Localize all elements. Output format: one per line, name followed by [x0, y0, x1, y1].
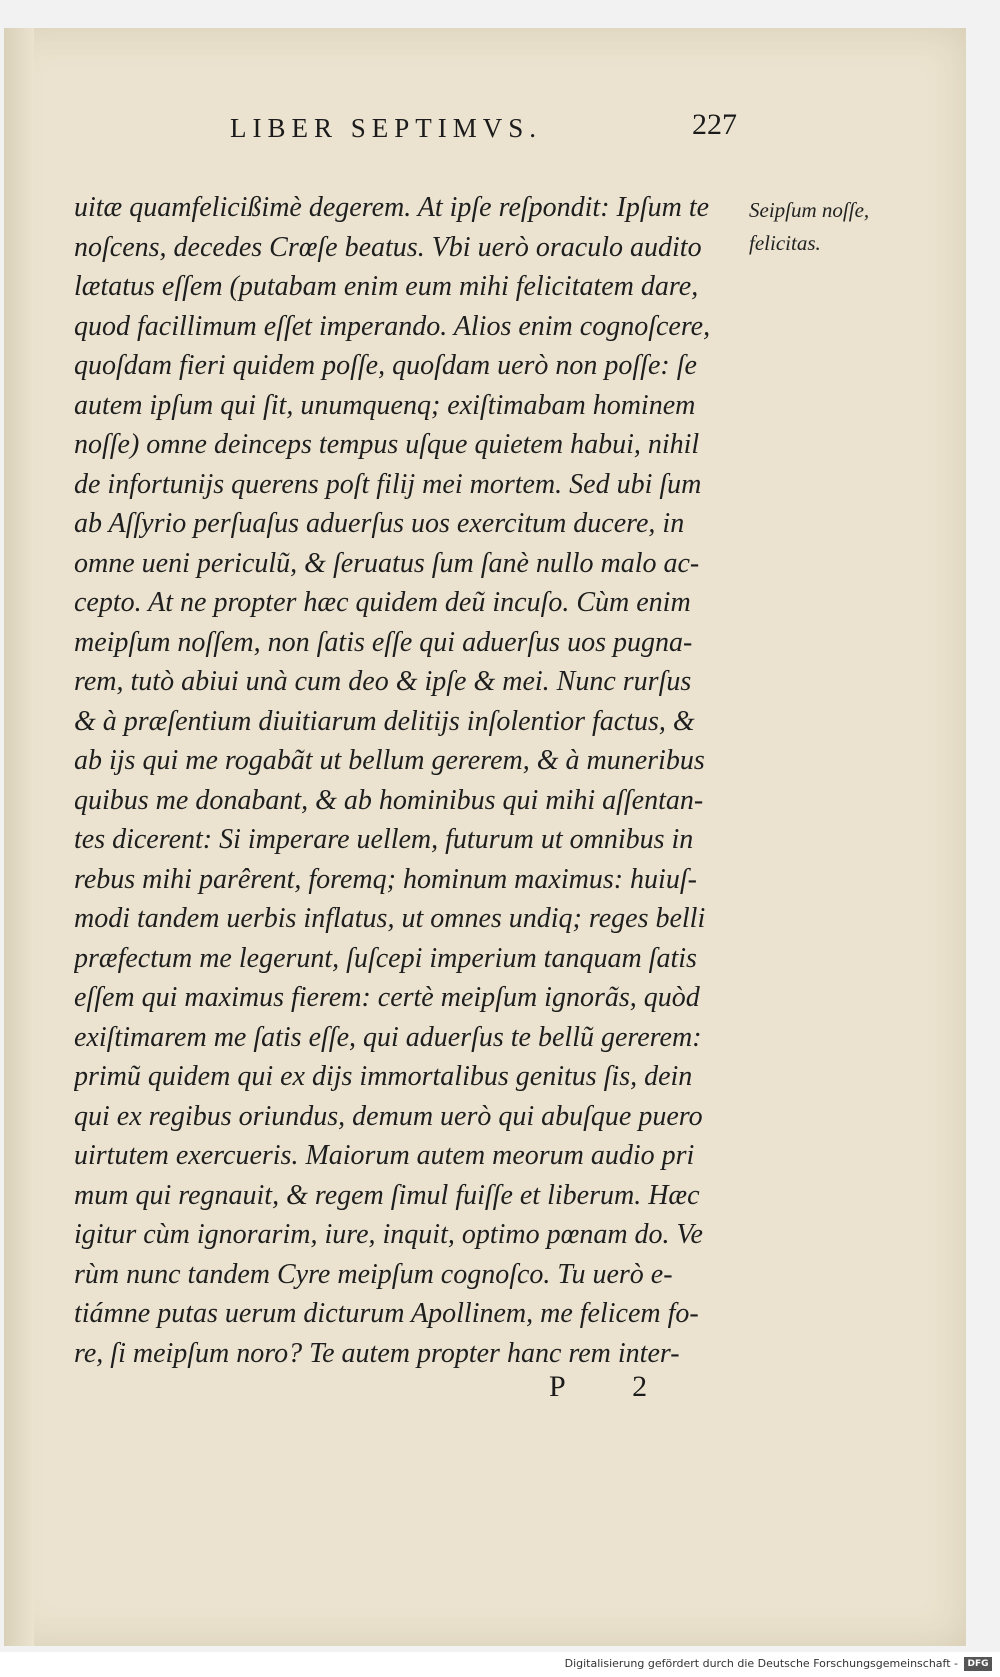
text-line: noſſe) omne deinceps tempus uſque quietem habui, nihil [74, 429, 700, 460]
text-line: quod facillimum eſſet imperando. Alios enim cognoſcere, [74, 310, 711, 342]
text-line: tes dicerent: Si imperare uellem, futurum ut omnibus in [74, 824, 694, 855]
book-page [4, 28, 966, 1646]
text-line: igitur cùm ignorarim, iure, inquit, optimo pœnam do. Ve [74, 1219, 703, 1250]
text-line: præfectum me legerunt, ſuſcepi imperium tanquam ſatis [74, 942, 697, 974]
page-number: 227 [692, 108, 737, 141]
text-line: quoſdam fieri quidem poſſe, quoſdam uerò non poſſe: ſe [74, 350, 697, 381]
text-line: modi tandem uerbis inflatus, ut omnes undiq; reges belli [74, 903, 706, 934]
text-line: lætatus eſſem (putabam enim eum mihi felicitatem dare, [74, 271, 699, 302]
page-gutter [4, 28, 34, 1646]
marginal-note-line: felicitas. [749, 231, 821, 255]
text-line: ab Aſſyrio perſuaſus aduerſus uos exercitum ducere, in [74, 508, 685, 539]
body-text [74, 188, 744, 1373]
dfg-logo-icon: DFG [964, 1657, 992, 1671]
text-line: rùm nunc tandem Cyre meipſum cognoſco. Tu uerò e- [74, 1258, 673, 1290]
marginal-note-line: Seipſum noſſe, [749, 198, 870, 222]
running-head: LIBER SEPTIMVS. [230, 113, 543, 143]
text-line: autem ipſum qui ſit, unumquenq; exiſtimabam hominem [74, 389, 696, 421]
text-line: de infortunijs querens poſt filij mei mortem. Sed ubi ſum [74, 468, 702, 500]
text-line: ab ijs qui me rogabãt ut bellum gererem, & à muneribus [74, 745, 705, 776]
text-line: tiámne putas uerum dicturum Apollinem, me felicem fo- [74, 1298, 699, 1329]
text-line: re, ſi meipſum noro? Te autem propter hanc rem inter- [74, 1337, 680, 1369]
footer-bar [0, 1652, 1000, 1677]
text-line: rebus mihi parêrent, foremq; hominum maximus: huiuſ- [74, 863, 697, 895]
text-line: meipſum noſſem, non ſatis eſſe qui aduerſus uos pugna- [74, 626, 693, 658]
text-line: & à præſentium diuitiarum delitijs inſolentior factus, & [74, 705, 695, 737]
text-line: qui ex regibus oriundus, demum uerò qui abuſque puero [74, 1100, 703, 1132]
text-line: uitæ quamfelicißimè degerem. At ipſe reſpondit: Ipſum te [74, 192, 710, 223]
text-line: eſſem qui maximus fierem: certè meipſum ignorãs, quòd [74, 982, 700, 1013]
funding-credit: Digitalisierung gefördert durch die Deutsche Forschungsgemeinschaft - [564, 1657, 958, 1670]
text-line: exiſtimarem me ſatis eſſe, qui aduerſus te bellũ gererem: [74, 1021, 702, 1053]
text-line: mum qui regnauit, & regem ſimul fuiſſe et liberum. Hæc [74, 1179, 700, 1211]
text-line: quibus me donabant, & ab hominibus qui mihi aſſentan- [74, 784, 704, 816]
text-line: omne ueni periculũ, & ſeruatus ſum ſanè nullo malo ac- [74, 547, 700, 579]
text-line: cepto. At ne propter hæc quidem deũ incuſo. Cùm enim [74, 587, 691, 618]
text-line: uirtutem exercueris. Maiorum autem meorum audio pri [74, 1140, 695, 1171]
signature-mark: P 2 [549, 1370, 678, 1403]
text-line: noſcens, decedes Crœſe beatus. Vbi uerò oraculo audito [74, 231, 702, 263]
text-line: rem, tutò abiui unà cum deo & ipſe & mei. Nunc rurſus [74, 666, 692, 697]
text-line: primũ quidem qui ex dijs immortalibus genitus ſis, dein [74, 1061, 693, 1092]
marginal-note [749, 194, 899, 260]
